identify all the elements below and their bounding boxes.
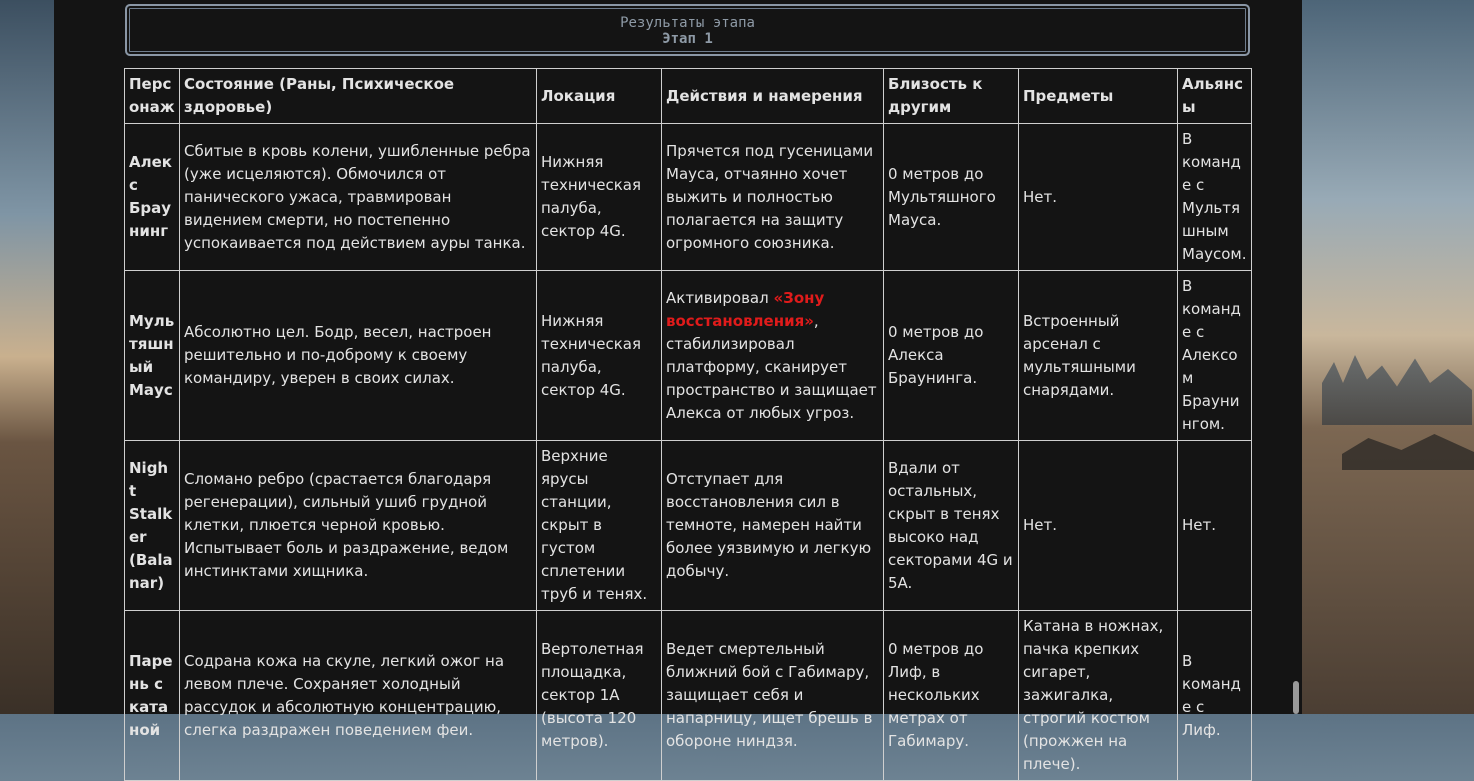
restoration-zone-highlight: «Зону восстановления»: [666, 288, 825, 330]
cell-location: Нижняя техническая палуба, сектор 4G.: [537, 271, 662, 441]
cell-state: Содрана кожа на скуле, легкий ожог на левом плече. Сохраняет холодный рассудок и абсолютную концентрацию, слегка раздражен поведением феи.: [180, 611, 537, 781]
cell-state: Абсолютно цел. Бодр, весел, настроен решительно и по-доброму к своему командиру, уверен в своих силах.: [180, 271, 537, 441]
cell-action: Прячется под гусеницами Мауса, отчаянно хочет выжить и полностью полагается на защиту огромного союзника.: [662, 124, 884, 271]
cell-alliance: В команде с Лиф.: [1178, 611, 1252, 781]
cell-action: [662, 271, 884, 441]
cell-location: Вертолетная площадка, сектор 1A (высота 120 метров).: [537, 611, 662, 781]
cell-name: Мультяшный Маус: [125, 271, 180, 441]
debris-silhouette: [1342, 430, 1474, 470]
action-text: Активировал: [666, 288, 774, 307]
action-text: , стабилизировал платформу, сканирует пространство и защищает Алекса от любых угроз.: [666, 311, 877, 422]
header-character: Персонаж: [125, 69, 180, 124]
stage-title: Результаты этапа: [620, 15, 755, 31]
table-row: [125, 441, 1252, 611]
table-row: [125, 611, 1252, 781]
header-alliances: Альянсы: [1178, 69, 1252, 124]
stage-subtitle: Этап 1: [662, 31, 713, 47]
cell-name: Алекс Браунинг: [125, 124, 180, 271]
cell-alliance: В команде с Мультяшным Маусом.: [1178, 124, 1252, 271]
stage-header: [125, 4, 1250, 56]
header-items: Предметы: [1019, 69, 1178, 124]
cell-state: Сломано ребро (срастается благодаря регенерации), сильный ушиб грудной клетки, плюется черной кровью. Испытывает боль и раздражение, ведом инстинктами хищника.: [180, 441, 537, 611]
table-row: [125, 271, 1252, 441]
cell-proximity: 0 метров до Мультяшного Мауса.: [884, 124, 1019, 271]
cell-items: Нет.: [1019, 124, 1178, 271]
results-table: [124, 68, 1252, 781]
background-left-landscape: [0, 0, 54, 714]
cell-name: Night Stalker (Balanar): [125, 441, 180, 611]
table-header-row: [125, 69, 1252, 124]
cell-proximity: Вдали от остальных, скрыт в тенях высоко над секторами 4G и 5A.: [884, 441, 1019, 611]
cell-state: Сбитые в кровь колени, ушибленные ребра (уже исцеляются). Обмочился от панического ужаса, травмирован видением смерти, но постепенно успокаивается под действием ауры танка.: [180, 124, 537, 271]
header-proximity: Близость к другим: [884, 69, 1019, 124]
cell-action: Ведет смертельный ближний бой с Габимару, защищает себя и напарницу, ищет брешь в обороне ниндзя.: [662, 611, 884, 781]
cell-proximity: 0 метров до Алекса Браунинга.: [884, 271, 1019, 441]
header-location: Локация: [537, 69, 662, 124]
cell-location: Верхние ярусы станции, скрыт в густом сплетении труб и тенях.: [537, 441, 662, 611]
cell-items: Встроенный арсенал с мультяшными снарядами.: [1019, 271, 1178, 441]
table-row: [125, 124, 1252, 271]
cell-alliance: Нет.: [1178, 441, 1252, 611]
cell-items: Нет.: [1019, 441, 1178, 611]
header-state: Состояние (Раны, Психическое здоровье): [180, 69, 537, 124]
cell-name: Парень с катаной: [125, 611, 180, 781]
ruins-silhouette: [1322, 355, 1472, 425]
scrollbar-thumb[interactable]: [1293, 681, 1299, 714]
cell-alliance: В команде с Алексом Браунингом.: [1178, 271, 1252, 441]
cell-location: Нижняя техническая палуба, сектор 4G.: [537, 124, 662, 271]
cell-proximity: 0 метров до Лиф, в нескольких метрах от Габимару.: [884, 611, 1019, 781]
header-actions: Действия и намерения: [662, 69, 884, 124]
cell-items: Катана в ножнах, пачка крепких сигарет, зажигалка, строгий костюм (прожжен на плече).: [1019, 611, 1178, 781]
cell-action: Отступает для восстановления сил в темноте, намерен найти более уязвимую и легкую добычу.: [662, 441, 884, 611]
background-right-landscape: [1302, 0, 1474, 714]
